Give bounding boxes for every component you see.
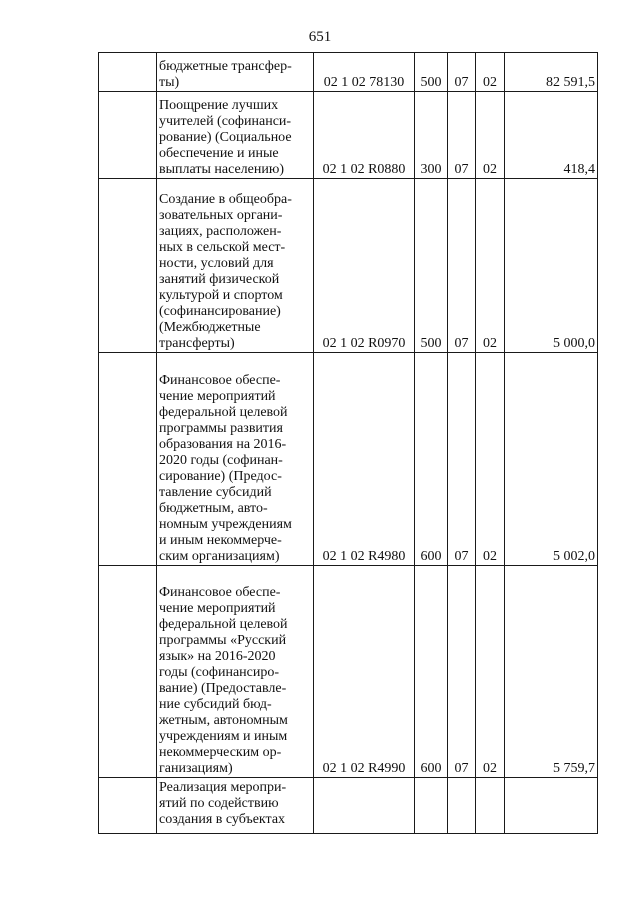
item-name-cell: Финансовое обеспе- чение мероприятий федеральной целевой программы «Русский язык» на 2016-2020 годы (софинансиро- вание) (Предоставле- ние субсидий бюд- жетным, автономным учреждениям и иным некоммерческим ор- ганизациям) (157, 566, 314, 778)
amount-cell: 5 002,0 (505, 353, 598, 566)
budget-table (98, 52, 598, 834)
expense-type-cell: 300 (415, 92, 448, 179)
amount-cell: 5 000,0 (505, 179, 598, 353)
amount-cell: 418,4 (505, 92, 598, 179)
subsection-cell: 02 (476, 179, 505, 353)
page-number: 651 (308, 29, 332, 45)
target-code-cell: 02 1 02 R0970 (314, 179, 415, 353)
target-code-cell: 02 1 02 R4990 (314, 566, 415, 778)
target-code-cell: 02 1 02 R4980 (314, 353, 415, 566)
section-cell: 07 (448, 53, 476, 92)
table-row (99, 353, 598, 566)
blank-cell (99, 353, 157, 566)
table-row (99, 778, 598, 834)
item-name-cell: Финансовое обеспе- чение мероприятий федеральной целевой программы развития образования на 2016- 2020 годы (софинан- сирование) (Предос- тавление субсидий бюджетным, авто- номным учреждениям и иным некоммерче- ским организациям) (157, 353, 314, 566)
expense-type-cell: 500 (415, 179, 448, 353)
item-name-cell: Поощрение лучших учителей (софинанси- рование) (Социальное обеспечение и иные выплаты населению) (157, 92, 314, 179)
table-row (99, 92, 598, 179)
blank-cell (99, 92, 157, 179)
blank-cell (99, 778, 157, 834)
section-cell: 07 (448, 566, 476, 778)
subsection-cell (476, 778, 505, 834)
expense-type-cell (415, 778, 448, 834)
target-code-cell (314, 778, 415, 834)
table-row (99, 53, 598, 92)
expense-type-cell: 500 (415, 53, 448, 92)
subsection-cell: 02 (476, 566, 505, 778)
amount-cell: 5 759,7 (505, 566, 598, 778)
section-cell (448, 778, 476, 834)
blank-cell (99, 179, 157, 353)
target-code-cell: 02 1 02 78130 (314, 53, 415, 92)
section-cell: 07 (448, 92, 476, 179)
amount-cell: 82 591,5 (505, 53, 598, 92)
subsection-cell: 02 (476, 92, 505, 179)
blank-cell (99, 566, 157, 778)
expense-type-cell: 600 (415, 566, 448, 778)
item-name-cell: Реализация меропри- ятий по содействию создания в субъектах (157, 778, 314, 834)
expense-type-cell: 600 (415, 353, 448, 566)
item-name-cell: Создание в общеобра- зовательных органи- зациях, расположен- ных в сельской мест- ности, условий для занятий физической культурой и спортом (софинансирование) (Межбюджетные трансферты) (157, 179, 314, 353)
amount-cell (505, 778, 598, 834)
section-cell: 07 (448, 179, 476, 353)
table-row (99, 566, 598, 778)
subsection-cell: 02 (476, 53, 505, 92)
section-cell: 07 (448, 353, 476, 566)
item-name-cell: бюджетные трансфер- ты) (157, 53, 314, 92)
subsection-cell: 02 (476, 353, 505, 566)
blank-cell (99, 53, 157, 92)
target-code-cell: 02 1 02 R0880 (314, 92, 415, 179)
table-row (99, 179, 598, 353)
